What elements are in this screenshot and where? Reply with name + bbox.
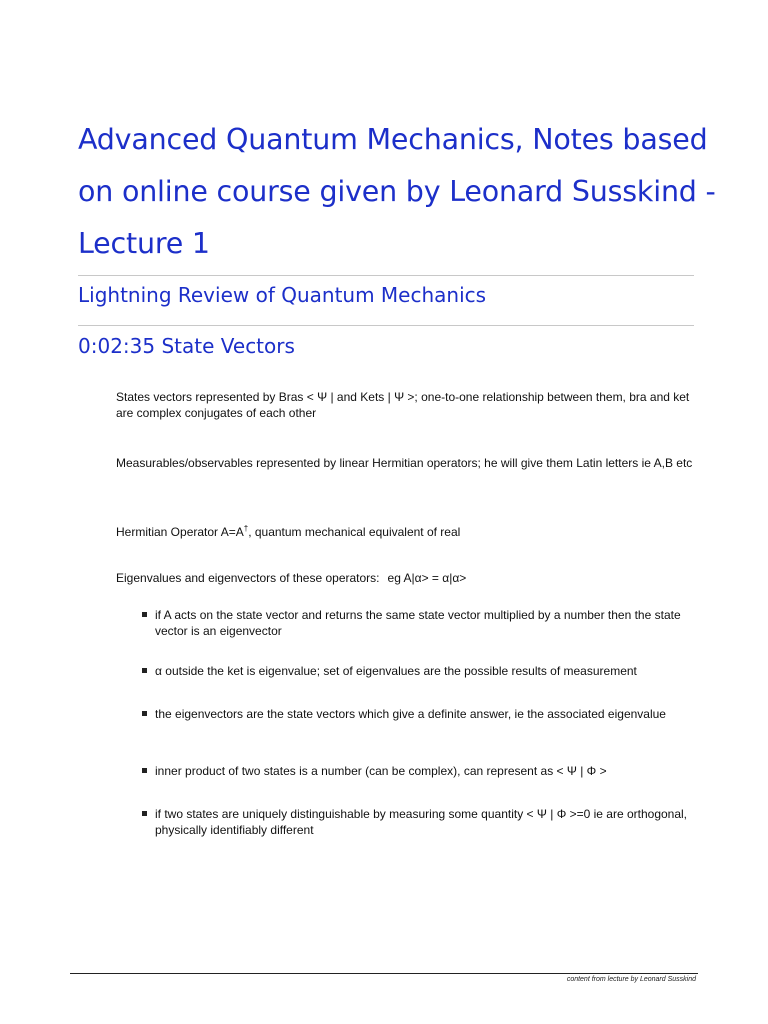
section-heading: Lightning Review of Quantum Mechanics bbox=[78, 283, 487, 307]
footer-credit: content from lecture by Leonard Susskind bbox=[566, 976, 696, 983]
page-title: Advanced Quantum Mechanics, Notes based on online course given by Leonard Susskind - Lecture 1 bbox=[78, 123, 716, 260]
paragraph-state-vectors: States vectors represented by Bras < Ψ | and Kets | Ψ >; one-to-one relationship between them, bra and ket are complex conjugates of each other bbox=[116, 390, 690, 420]
square-bullet-icon bbox=[142, 768, 147, 773]
list-item bbox=[155, 763, 695, 779]
hermitian-text: Hermitian Operator A=A bbox=[116, 525, 244, 539]
list-item-text: the eigenvectors are the state vectors which give a definite answer, ie the associated eigenvalue bbox=[155, 707, 666, 721]
square-bullet-icon bbox=[142, 811, 147, 816]
list-item bbox=[155, 663, 695, 679]
footer-divider bbox=[70, 973, 698, 974]
square-bullet-icon bbox=[142, 668, 147, 673]
eigen-equation: eg A|α> = α|α> bbox=[387, 571, 467, 585]
hermitian-text-rest: , quantum mechanical equivalent of real bbox=[248, 525, 461, 539]
square-bullet-icon bbox=[142, 612, 147, 617]
paragraph-observables: Measurables/observables represented by linear Hermitian operators; he will give them Latin letters ie A,B etc bbox=[116, 456, 693, 470]
list-item bbox=[155, 806, 695, 838]
eigen-text: Eigenvalues and eigenvectors of these operators: bbox=[116, 571, 380, 585]
square-bullet-icon bbox=[142, 711, 147, 716]
dagger-symbol: † bbox=[243, 524, 249, 533]
list-item bbox=[155, 706, 695, 722]
subsection-heading: 0:02:35 State Vectors bbox=[78, 334, 295, 358]
list-item-text: α outside the ket is eigenvalue; set of eigenvalues are the possible results of measurement bbox=[155, 664, 637, 678]
list-item bbox=[155, 607, 695, 639]
list-item-text: if two states are uniquely distinguishable by measuring some quantity < Ψ | Φ >=0 ie are orthogonal, physically identifiably different bbox=[155, 807, 688, 837]
list-item-text: inner product of two states is a number (can be complex), can represent as < Ψ | Φ > bbox=[155, 764, 607, 778]
subsection-divider bbox=[78, 325, 694, 326]
paragraph-eigen bbox=[116, 570, 696, 586]
paragraph-hermitian bbox=[116, 521, 696, 540]
section-divider bbox=[78, 275, 694, 276]
list-item-text: if A acts on the state vector and returns the same state vector multiplied by a number then the state vector is an eigenvector bbox=[155, 608, 681, 638]
